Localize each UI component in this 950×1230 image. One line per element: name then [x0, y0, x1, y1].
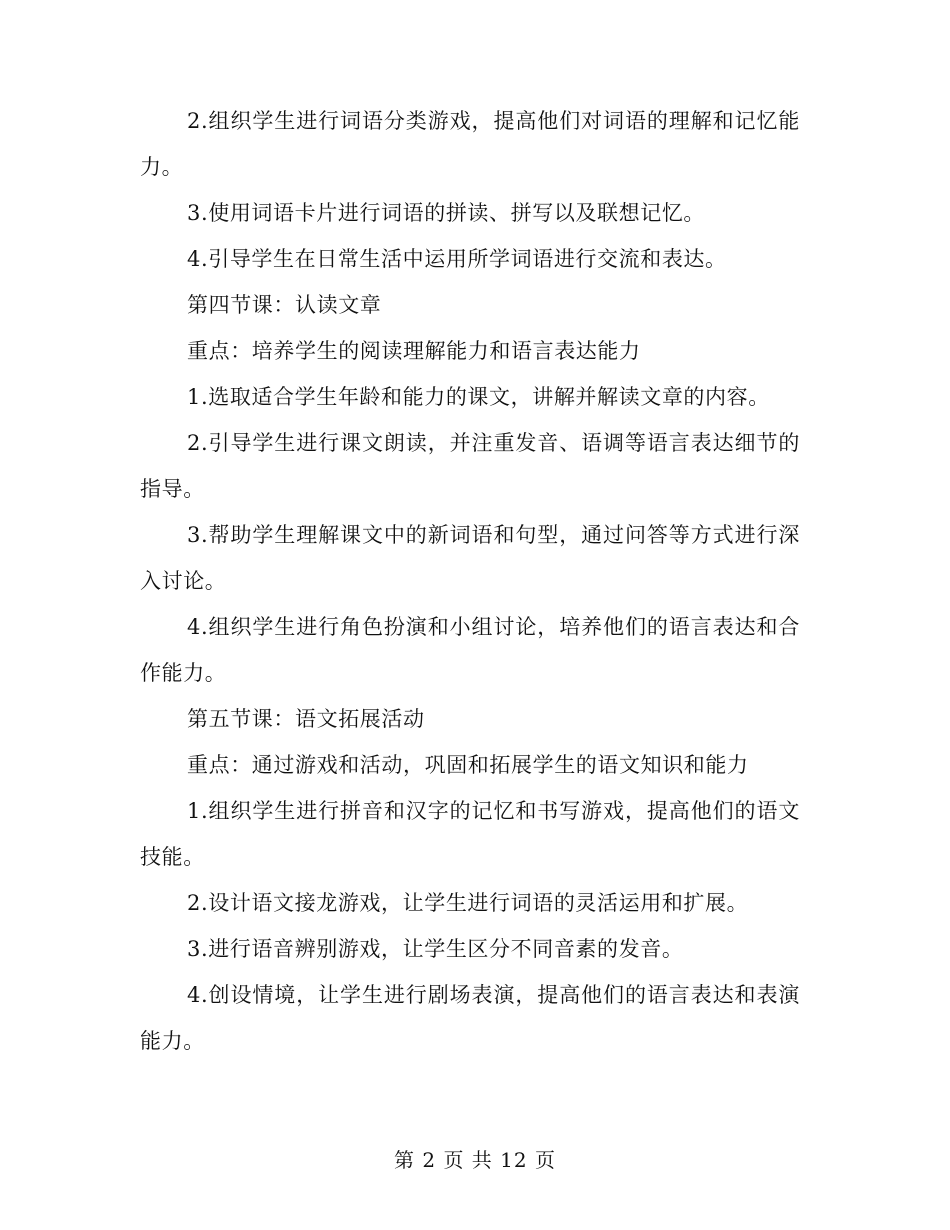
paragraph-item: 2.设计语文接龙游戏，让学生进行词语的灵活运用和扩展。	[187, 891, 749, 915]
key-point: 重点：培养学生的阅读理解能力和语言表达能力	[187, 339, 641, 363]
page-number-footer: 第 2 页 共 12 页	[394, 1148, 556, 1172]
paragraph-item: 2.组织学生进行词语分类游戏，提高他们对词语的理解和记忆能力。	[140, 109, 800, 179]
paragraph-item: 4.引导学生在日常生活中运用所学词语进行交流和表达。	[187, 247, 727, 271]
section-heading: 第五节课：语文拓展活动	[187, 707, 425, 731]
paragraph-item: 4.组织学生进行角色扮演和小组讨论，培养他们的语言表达和合作能力。	[140, 615, 800, 685]
paragraph-item: 3.使用词语卡片进行词语的拼读、拼写以及联想记忆。	[187, 201, 706, 225]
section-heading: 第四节课：认读文章	[187, 293, 382, 317]
paragraph-item: 2.引导学生进行课文朗读，并注重发音、语调等语言表达细节的指导。	[140, 431, 800, 501]
key-point: 重点：通过游戏和活动，巩固和拓展学生的语文知识和能力	[187, 753, 749, 777]
paragraph-item: 1.选取适合学生年龄和能力的课文，讲解并解读文章的内容。	[187, 385, 770, 409]
paragraph-item: 3.帮助学生理解课文中的新词语和句型，通过问答等方式进行深入讨论。	[140, 523, 800, 593]
document-body	[140, 98, 800, 1064]
paragraph-item: 4.创设情境，让学生进行剧场表演，提高他们的语言表达和表演能力。	[140, 983, 800, 1053]
paragraph-item: 1.组织学生进行拼音和汉字的记忆和书写游戏，提高他们的语文技能。	[140, 799, 800, 869]
paragraph-item: 3.进行语音辨别游戏，让学生区分不同音素的发音。	[187, 937, 684, 961]
